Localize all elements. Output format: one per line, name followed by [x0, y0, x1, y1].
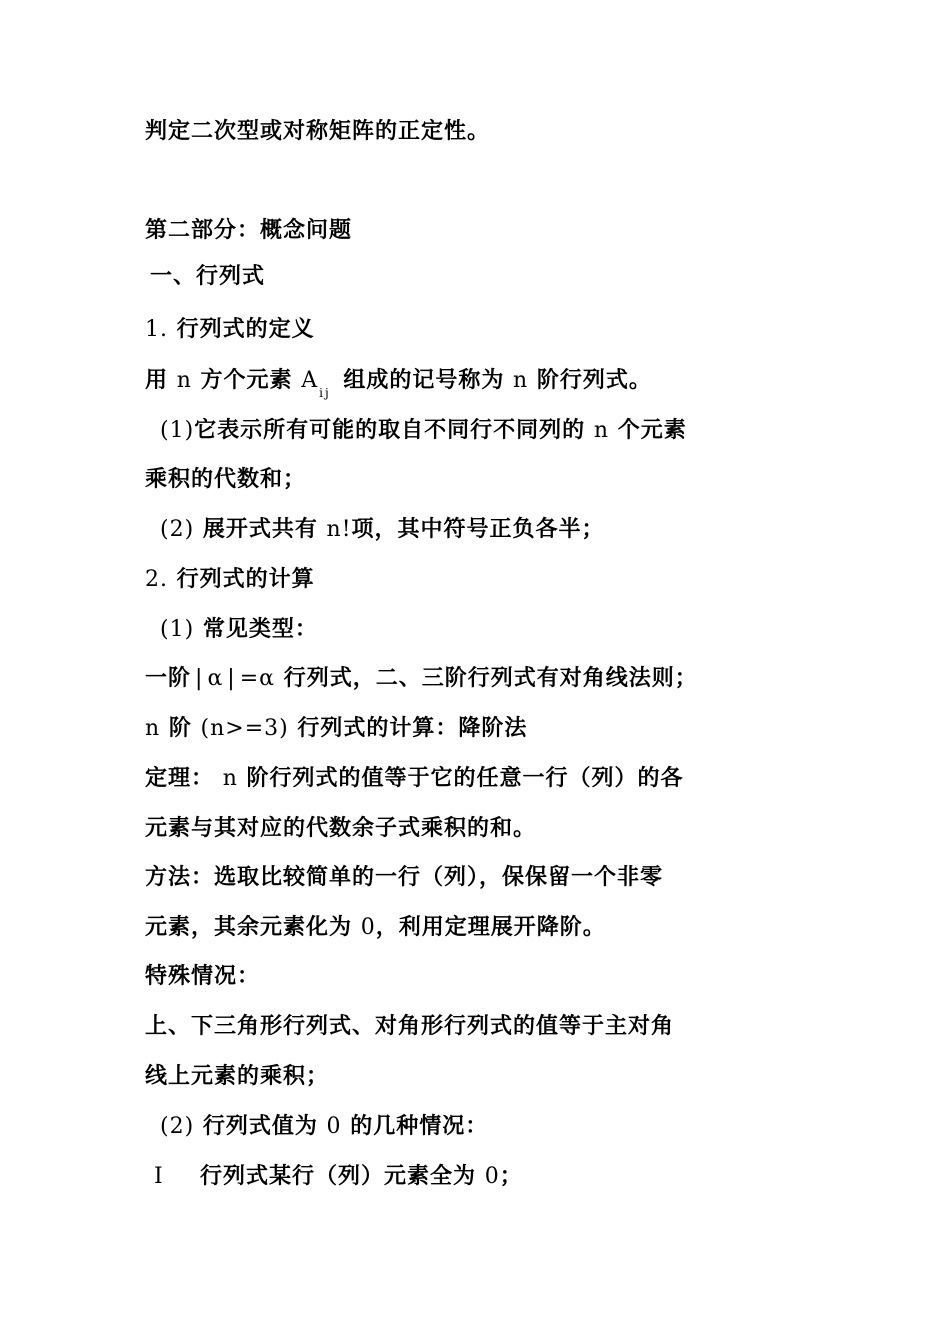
special-cases-heading: 特殊情况：	[145, 964, 261, 989]
zero-value-heading: (2) 行列式值为 0 的几种情况：	[160, 1114, 489, 1139]
nth-order-rule: n 阶 (n>=3) 行列式的计算：降阶法	[145, 716, 528, 741]
heading-determinant: 一、行列式	[150, 264, 266, 289]
heading-calculation: 2. 行列式的计算	[145, 567, 315, 592]
method-text-cont: 元素，其余元素化为 0，利用定理展开降阶。	[145, 915, 606, 940]
method-text: 方法：选取比较简单的一行（列），保保留一个非零	[145, 865, 664, 890]
paragraph-positive-definite: 判定二次型或对称矩阵的正定性。	[145, 119, 491, 144]
triangular-rule: 上、下三角形行列式、对角形行列式的值等于主对角	[145, 1014, 675, 1039]
calculation-point-1: (1) 常见类型：	[160, 617, 318, 642]
theorem-text-cont: 元素与其对应的代数余子式乘积的和。	[145, 816, 537, 841]
definition-point-1: (1)它表示所有可能的取自不同行不同列的 n 个元素	[160, 418, 687, 443]
heading-definition: 1. 行列式的定义	[145, 317, 315, 342]
triangular-rule-cont: 线上元素的乘积；	[145, 1064, 330, 1089]
theorem-text: 定理： n 阶行列式的值等于它的任意一行（列）的各	[145, 766, 684, 791]
definition-text: 用 n 方个元素 $A_{ij}$ 组成的记号称为 n 阶行列式。	[145, 368, 652, 400]
section-heading-part-two: 第二部分：概念问题	[145, 218, 353, 243]
definition-point-2: (2) 展开式共有 n!项，其中符号正负各半；	[160, 517, 605, 542]
definition-point-1-cont: 乘积的代数和；	[145, 467, 307, 492]
zero-value-case-1: Ⅰ 行列式某行（列）元素全为 0；	[154, 1164, 523, 1189]
first-order-rule: 一阶 | α | =α 行列式，二、三阶行列式有对角线法则；	[145, 666, 698, 691]
